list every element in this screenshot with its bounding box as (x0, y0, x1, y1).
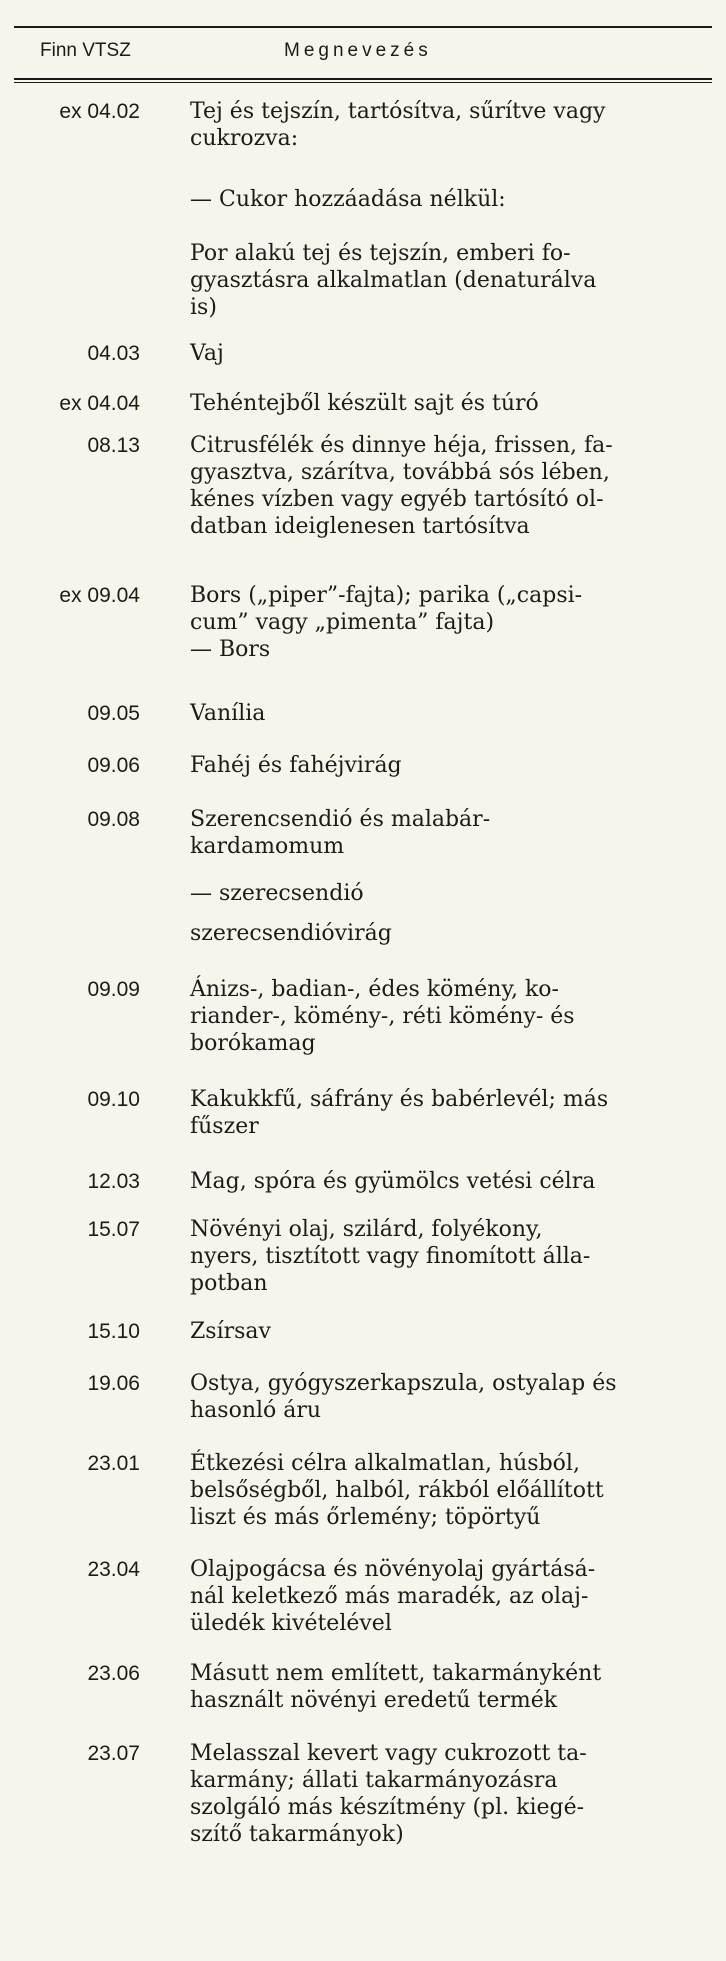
description-line: liszt és más őrlemény; töpörtyű (190, 1505, 541, 1530)
item-description (190, 390, 698, 417)
item-description (190, 1168, 698, 1195)
description-line: — Cukor hozzáadása nélkül: (190, 187, 506, 212)
description-line: gyasztva, szárítva, továbbá sós lében, (190, 460, 610, 485)
description-line: Tehéntejből készült sajt és túró (190, 391, 539, 416)
description-line: cukrozva: (190, 126, 299, 151)
description-line: fűszer (190, 1114, 259, 1139)
tariff-code: 12.03 (87, 1170, 140, 1193)
item-description (190, 1740, 698, 1848)
description-line: nál keletkező más maradék, az olaj- (190, 1584, 589, 1609)
tariff-code: ex 04.02 (59, 100, 140, 123)
item-description (190, 186, 698, 213)
description-line: Ostya, gyógyszerkapszula, ostyalap és (190, 1371, 617, 1396)
item-description (190, 1370, 698, 1424)
tariff-code: 09.09 (87, 978, 140, 1001)
description-line: Vaj (190, 341, 224, 366)
description-line: karmány; állati takarmányozásra (190, 1768, 558, 1793)
description-line: Másutt nem említett, takarmányként (190, 1661, 602, 1686)
description-line: Fahéj és fahéjvirág (190, 753, 402, 778)
description-line: is) (190, 295, 217, 320)
description-line: Vanília (190, 701, 266, 726)
tariff-code: 08.13 (87, 434, 140, 457)
tariff-code: ex 09.04 (59, 584, 140, 607)
item-description (190, 920, 698, 947)
description-line: kénes vízben vagy egyéb tartósító ol- (190, 487, 604, 512)
description-line: Étkezési célra alkalmatlan, húsból, (190, 1451, 580, 1476)
description-line: szerecsendióvirág (190, 921, 392, 946)
description-line: Ánizs-, badian-, édes kömény, ko- (190, 977, 559, 1002)
description-line: gyasztásra alkalmatlan (denaturálva (190, 268, 597, 293)
item-description (190, 700, 698, 727)
tariff-code: ex 04.04 (59, 392, 140, 415)
description-line: Bors („piper”-fajta); parika („capsi- (190, 583, 583, 608)
item-description (190, 1086, 698, 1140)
description-line: cum” vagy „pimenta” fajta) (190, 610, 495, 635)
item-description (190, 1318, 698, 1345)
description-line: nyers, tisztított vagy finomított álla- (190, 1244, 591, 1269)
tariff-code: 15.10 (87, 1320, 140, 1343)
description-line: kardamomum (190, 834, 345, 859)
header-rule-thin (14, 82, 712, 83)
item-description (190, 880, 698, 907)
item-description (190, 752, 698, 779)
description-line: — szerecsendió (190, 881, 364, 906)
item-description (190, 582, 698, 663)
column-header-code: Finn VTSZ (40, 40, 131, 61)
description-line: borókamag (190, 1031, 316, 1056)
item-description (190, 340, 698, 367)
description-line: használt növényi eredetű termék (190, 1688, 558, 1713)
description-line: Olajpogácsa és növényolaj gyártásá- (190, 1557, 596, 1582)
tariff-code: 15.07 (87, 1218, 140, 1241)
item-description (190, 1660, 698, 1714)
description-line: belsőségből, halból, rákból előállított (190, 1478, 604, 1503)
item-description (190, 806, 698, 860)
tariff-code: 23.06 (87, 1662, 140, 1685)
description-line: potban (190, 1271, 268, 1296)
tariff-code: 23.07 (87, 1742, 140, 1765)
description-line: üledék kivételével (190, 1611, 392, 1636)
item-description (190, 1450, 698, 1531)
item-description (190, 240, 698, 321)
column-header-name: Megnevezés (284, 40, 432, 61)
description-line: Citrusfélék és dinnye héja, frissen, fa- (190, 433, 613, 458)
description-line: Növényi olaj, szilárd, folyékony, (190, 1217, 543, 1242)
tariff-code: 19.06 (87, 1372, 140, 1395)
item-description (190, 1556, 698, 1637)
tariff-code: 09.08 (87, 808, 140, 831)
tariff-code: 23.01 (87, 1452, 140, 1475)
description-line: Zsírsav (190, 1319, 271, 1344)
item-description (190, 98, 698, 152)
tariff-code: 04.03 (87, 342, 140, 365)
description-line: Kakukkfű, sáfrány és babérlevél; más (190, 1087, 609, 1112)
description-line: riander-, kömény-, réti kömény- és (190, 1004, 575, 1029)
description-line: szolgáló más készítmény (pl. kiegé- (190, 1795, 585, 1820)
description-line: Mag, spóra és gyümölcs vetési célra (190, 1169, 596, 1194)
description-line: Szerencsendió és malabár- (190, 807, 491, 832)
description-line: Melasszal kevert vagy cukrozott ta- (190, 1741, 587, 1766)
item-description (190, 432, 698, 540)
description-line: — Bors (190, 637, 271, 662)
tariff-code: 09.05 (87, 702, 140, 725)
description-line: Tej és tejszín, tartósítva, sűrítve vagy (190, 99, 606, 124)
description-line: szítő takarmányok) (190, 1822, 404, 1847)
description-line: datban ideiglenesen tartósítva (190, 514, 530, 539)
item-description (190, 976, 698, 1057)
description-line: hasonló áru (190, 1398, 322, 1423)
tariff-code: 23.04 (87, 1558, 140, 1581)
description-line: Por alakú tej és tejszín, emberi fo- (190, 241, 571, 266)
header-rule (14, 78, 712, 80)
tariff-code: 09.06 (87, 754, 140, 777)
tariff-code: 09.10 (87, 1088, 140, 1111)
top-rule (14, 26, 712, 28)
item-description (190, 1216, 698, 1297)
